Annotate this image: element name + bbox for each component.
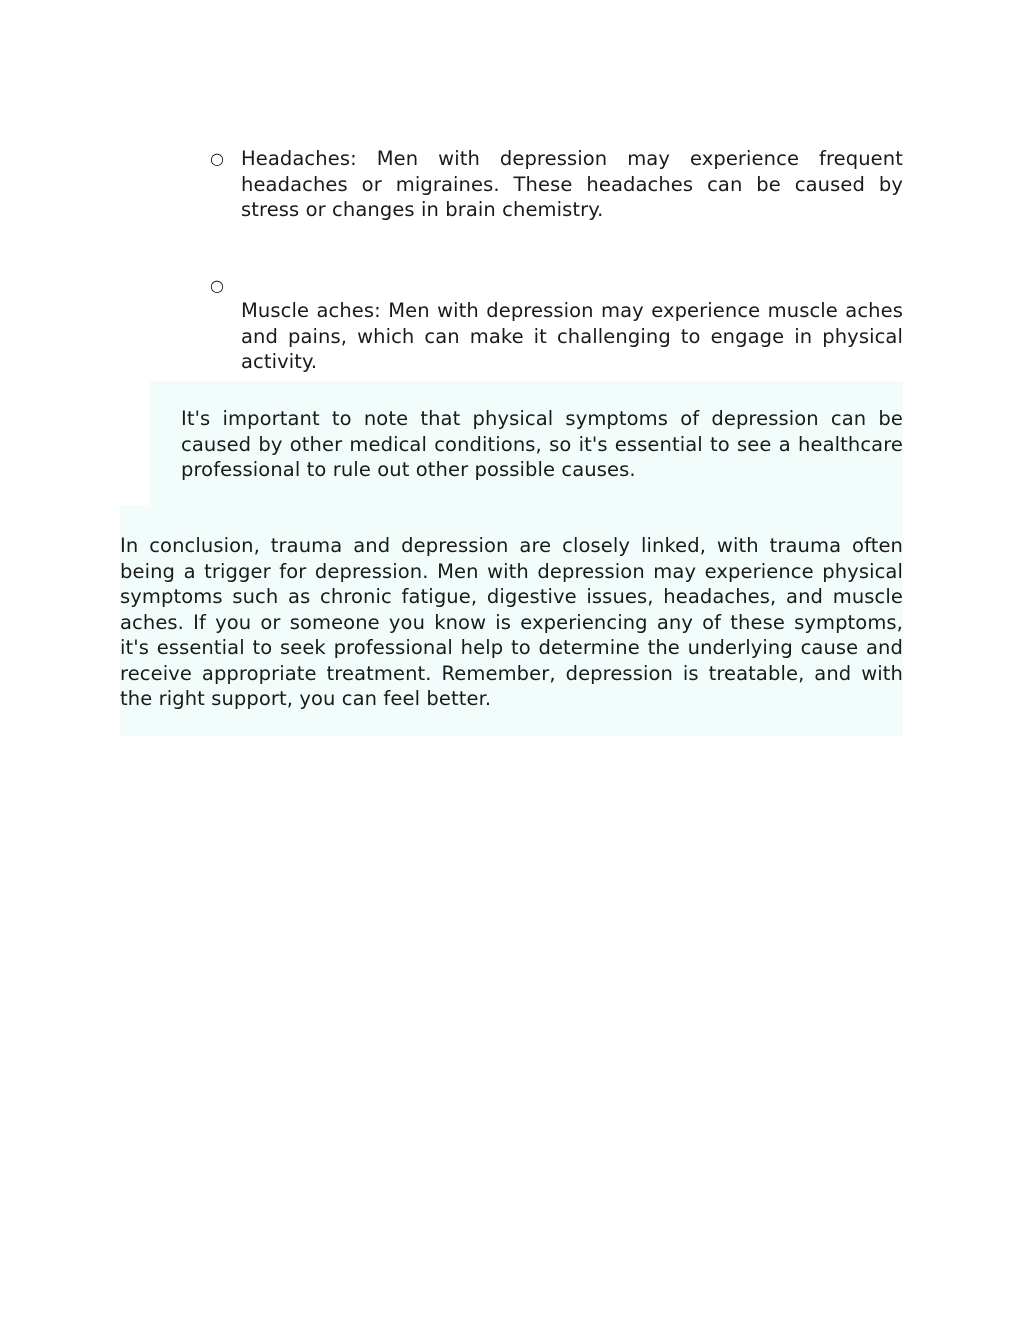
list-item-muscle-aches: Muscle aches: Men with depression may experience muscle aches and pains, which can make it challenging to engage in physical activity. <box>241 299 903 373</box>
list-item-headaches: Headaches: Men with depression may experience frequent headaches or migraines. These headaches can be caused by stress or changes in brain chemistry. <box>241 147 903 221</box>
conclusion-paragraph: In conclusion, trauma and depression are closely linked, with trauma often being a trigger for depression. Men with depression may experience physical symptoms such as chronic fatigue, digestive issues, headaches, and muscle aches. If you or someone you know is experiencing any of these symptoms, it's essential to seek professional help to determine the underlying cause and receive appropriate treatment. Remember, depression is treatable, and with the right support, you can feel better. <box>120 534 903 710</box>
bullet-marker: ○ <box>210 276 225 295</box>
note-paragraph: It's important to note that physical symptoms of depression can be caused by other medical conditions, so it's essential to see a healthcare professional to rule out other possible causes. <box>181 407 903 481</box>
bullet-marker: ○ <box>210 149 225 168</box>
highlight-band <box>120 505 903 533</box>
